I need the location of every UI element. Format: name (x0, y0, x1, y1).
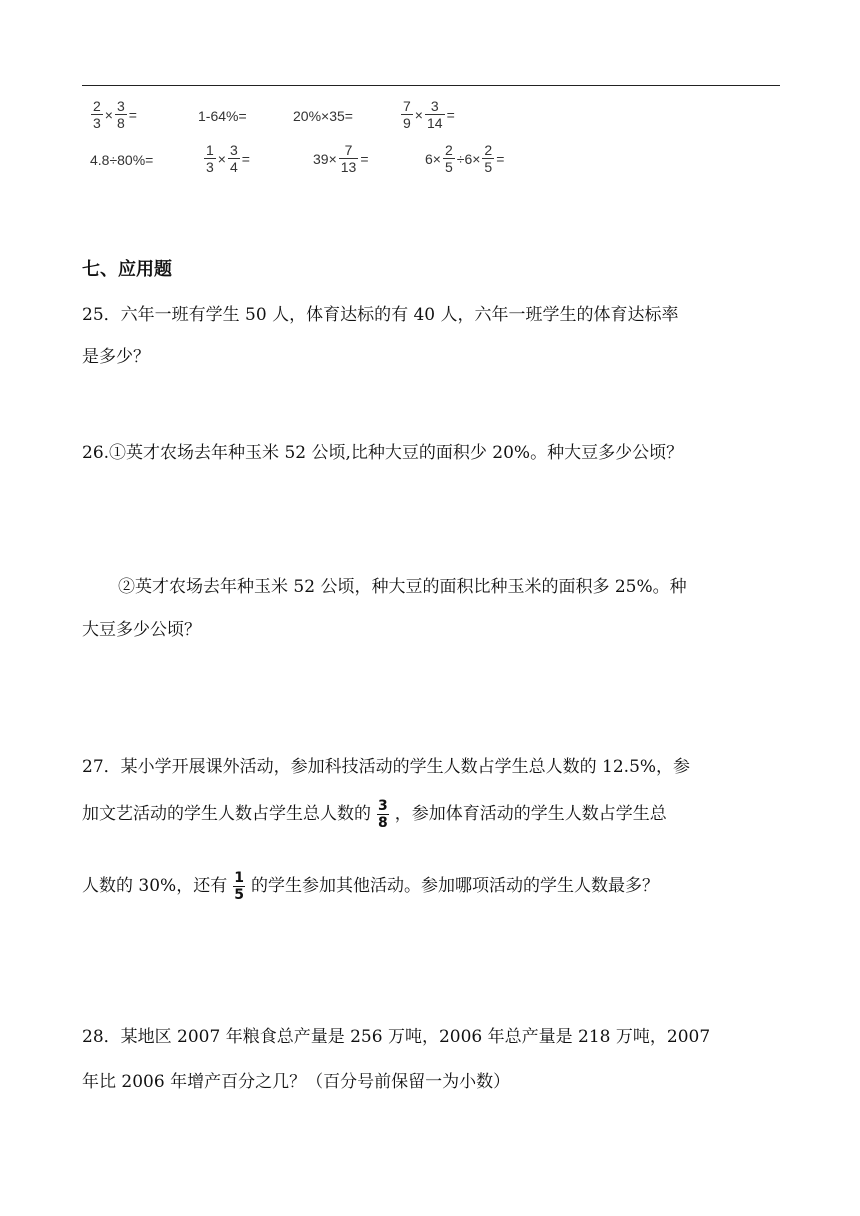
q25-line-2: 是多少？ (82, 347, 150, 367)
calc-expr-6: $\frac{1}{3}$ × $\frac{3}{4}$ = (206, 142, 250, 175)
q28-line-1: 28．某地区 2007 年粮食总产量是 256 万吨，2006 年总产量是 218 万吨，2007 (82, 1027, 711, 1047)
calc-expr-2: 1-64%= (198, 108, 247, 124)
q25-line-1: 25．六年一班有学生 50 人，体育达标的有 40 人，六年一班学生的体育达标率 (82, 305, 679, 325)
q27-line-1: 27．某小学开展课外活动，参加科技活动的学生人数占学生总人数的 12.5%，参 (82, 757, 691, 777)
fraction: $\frac{2}{5}$ (444, 142, 453, 175)
fraction: $\frac{7}{9}$ (403, 98, 411, 131)
fraction: $\frac{2}{3}$ (93, 98, 101, 131)
fraction: $\frac{3}{8}$ (116, 98, 125, 131)
q26-part-2-line-2: 大豆多少公顷？ (82, 620, 201, 640)
calc-expr-7: 39× $\frac{7}{13}$ = (313, 142, 369, 175)
q27-line-2: 加文艺活动的学生人数占学生总人数的 $\frac{3}{8}$ ，参加体育活动的学生人数占学生总 (82, 798, 667, 831)
q28-line-2: 年比 2006 年增产百分之几？（百分号前保留一为小数） (82, 1072, 511, 1092)
fraction: $\frac{1}{3}$ (206, 142, 214, 175)
calc-expr-1: $\frac{2}{3}$ × $\frac{3}{8}$ = (93, 98, 137, 131)
calc-expr-4: $\frac{7}{9}$ × $\frac{3}{14}$ = (403, 98, 455, 131)
q26-part-1: 26.①英才农场去年种玉米 52 公顷,比种大豆的面积少 20%。种大豆多少公顷？ (82, 443, 684, 463)
q26-part-2-line-1: ②英才农场去年种玉米 52 公顷，种大豆的面积比种玉米的面积多 25%。种 (118, 577, 687, 597)
fraction: $\frac{2}{5}$ (484, 142, 493, 175)
fraction: $\frac{3}{4}$ (229, 142, 238, 175)
fraction-one-fifth: $\frac{1}{5}$ (234, 870, 244, 903)
fraction: $\frac{7}{13}$ (340, 142, 357, 175)
top-rule (82, 85, 780, 86)
q27-line-3: 人数的 30%，还有 $\frac{1}{5}$ 的学生参加其他活动。参加哪项活动的学生人数最多？ (82, 870, 659, 903)
calc-expr-3: 20%×35= (293, 108, 353, 124)
fraction-three-eighths: $\frac{3}{8}$ (378, 798, 388, 831)
calc-expr-5: 4.8÷80%= (90, 152, 154, 168)
calc-expr-8: 6× $\frac{2}{5}$ ÷6× $\frac{2}{5}$ = (425, 142, 505, 175)
section-title: 七、应用题 (82, 259, 172, 280)
fraction: $\frac{3}{14}$ (426, 98, 443, 131)
